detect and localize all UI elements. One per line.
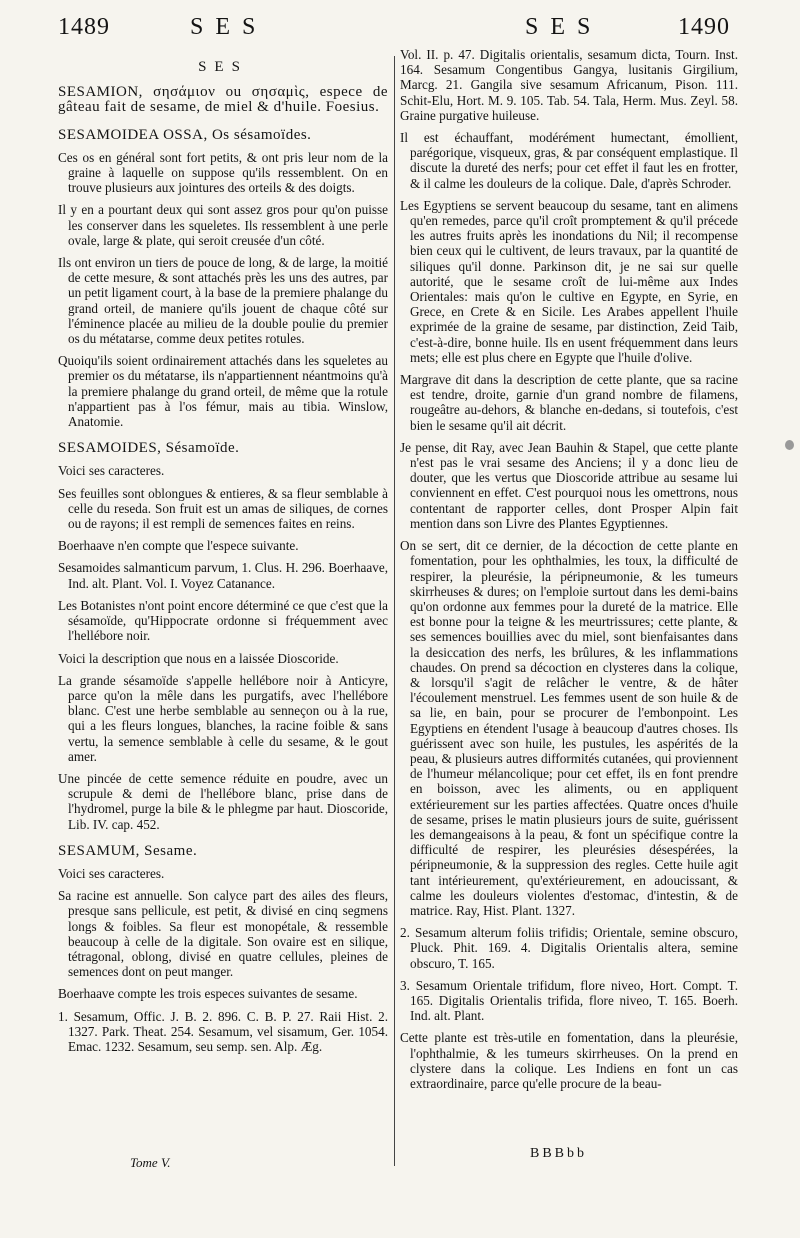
paragraph: Ses feuilles sont oblongues & entieres, & sa fleur semblable à celle du reseda. Son fruit est un amas de siliques, de cornes ou de rayons; il est rempli de semences faites en reins. bbox=[58, 485, 388, 532]
paragraph: Une pincée de cette semence réduite en poudre, avec un scrupule & demi de l'hellébore blanc, prise dans de l'hydromel, purge la bile & le phlegme par haut. Dioscoride, Lib. IV. cap. 452. bbox=[58, 770, 388, 832]
paragraph: Les Botanistes n'ont point encore déterminé ce que c'est que la sésamoïde, qu'Hippocrate ordonne si fréquemment avec l'hellébore noir. bbox=[58, 597, 388, 644]
paragraph: Boerhaave compte les trois especes suivantes de sesame. bbox=[58, 986, 358, 1002]
volume-mark: Tome V. bbox=[130, 1155, 171, 1170]
paragraph: Cette plante est très-utile en fomentation, dans la pleurésie, l'ophthalmie, & les tumeurs skirrheuses. On la prend en clystere dans la colique. Les Indiens en font un cas extraordinaire, parce qu'elle procure de la beau- bbox=[400, 1030, 738, 1091]
entry-sesamum: SESAMUM, Sesame. bbox=[58, 842, 198, 859]
paragraph: Boerhaave n'en compte que l'espece suivante. bbox=[58, 538, 299, 554]
right-column bbox=[400, 47, 738, 1098]
paragraph: Sesamoides salmanticum parvum, 1. Clus. H. 296. Boerhaave, Ind. alt. Plant. Vol. I. Voyez Catanance. bbox=[58, 560, 388, 591]
entry-sesamoidea-ossa: SESAMOIDEA OSSA, Os sésamoïdes. bbox=[58, 126, 312, 143]
running-head-right: SES bbox=[525, 14, 603, 40]
paragraph: La grande sésamoïde s'appelle hellébore noir à Anticyre, parce qu'on la mêle dans les purgatifs, avec l'hellébore blanc. C'est une herbe semblable au senneçon ou à la rue, qui a les fleurs longues, blanches, la racine foible & sans vertu, la semence semblable à celle du sesame, & le gout amer. bbox=[58, 672, 388, 764]
paragraph: Il est échauffant, modérément humectant, émollient, parégorique, visqueux, gras, & par conséquent emplastique. Il discute la dureté des nerfs; pour cet effet il faut les en frotter, & il calme les douleurs de la colique. Dale, d'après Schroder. bbox=[400, 130, 738, 191]
paragraph: Voici la description que nous en a laissée Dioscoride. bbox=[58, 650, 339, 666]
paragraph: Ces os en général sont fort petits, & ont pris leur nom de la graine à laquelle on suppose qu'ils ressemblent. On en trouve plusieurs aux jointures des orteils & des doigts. bbox=[58, 149, 388, 196]
left-column bbox=[58, 54, 388, 1061]
paragraph: Je pense, dit Ray, avec Jean Bauhin & Stapel, que cette plante n'est pas le vrai sesame des Anciens; il y a donc lieu de douter, que les vertus que Dioscoride attribue au sesame lui conviennent en effet. C'est pourquoi nous les omettrons, nous contentant de rapporter celles, dont Prosper Alpin fait mention dans son Livre des Plantes Egyptiennes. bbox=[400, 439, 738, 531]
paragraph: 3. Sesamum Orientale trifidum, flore niveo, Hort. Compt. T. 165. Digitalis Orientalis trifida, flore niveo, T. 165. Boerh. Ind. alt. Plant. bbox=[400, 977, 738, 1024]
paragraph: Margrave dit dans la description de cette plante, que sa racine est tendre, droite, garnie d'un grand nombre de filamens, rougeâtre au-dehors, & blanche en-dedans, si toutefois, c'est bien le sesame qu'il ait décrit. bbox=[400, 372, 738, 433]
paragraph: Les Egyptiens se servent beaucoup du sesame, tant en alimens qu'en remedes, parce qu'il croît promptement & qu'il précede les autres fruits après les inondations du Nil; il recompense bien ceux qui le cultivent, de leurs travaux, par la quantité de siliques qu'il donne. Parkinson dit, je ne sai sur quelle autorité, que le sesame croît de lui-même aux Indes Orientales: mais qu'on le cultive en Egypte, en Syrie, en Grece, en Crete & en Sicile. Les Arabes appellent l'huile exprimée de la graine de sesame, par distinction, Zeid Taib, c'est-à-dire, bonne huile. Ils en usent fréquemment dans leurs mets; elle est plus chere en Egypte que l'huile d'olive. bbox=[400, 197, 738, 365]
paragraph: Il y en a pourtant deux qui sont assez gros pour qu'on puisse les conserver dans les squeletes. Ils ressemblent à une perle ovale, large & plate, qui seroit creusée d'un côté. bbox=[58, 202, 388, 248]
paragraph: Vol. II. p. 47. Digitalis orientalis, sesamum dicta, Tourn. Inst. 164. Sesamum Congentibus Gangya, lusitanis Girgilium, Marcg. 21. Gangila sive sesamum Africanum, Pison. 111. Schit-Elu, Hort. M. 9. 105. Tab. 54. Tala, Herm. Mus. Zeyl. 58. Graine purgative huileuse. bbox=[400, 47, 738, 123]
paragraph: 2. Sesamum alterum foliis trifidis; Orientale, semine obscuro, Pluck. Phit. 169. 4. Digitalis Orientalis altera, semine obscuro, T. 165. bbox=[400, 925, 738, 971]
ink-spot bbox=[785, 440, 794, 450]
entry-sesamoides: SESAMOIDES, Sésamoïde. bbox=[58, 440, 240, 457]
section-heading: SES bbox=[198, 59, 248, 75]
page-number-left: 1489 bbox=[58, 14, 110, 40]
column-rule bbox=[394, 56, 395, 1166]
paragraph: Voici ses caracteres. bbox=[58, 463, 165, 479]
paragraph: Voici ses caracteres. bbox=[58, 865, 165, 881]
paragraph: Quoiqu'ils soient ordinairement attachés dans les squeletes au premier os du métatarse, ils n'appartiennent néantmoins qu'à la premiere phalange du grand orteil, de même que la rotule n'appartient pas à l'os fémur, mais au tibia. Winslow, Anatomie. bbox=[58, 353, 388, 430]
paragraph: Sa racine est annuelle. Son calyce part des ailes des fleurs, presque sans pellicule, est petit, & divisé en cinq segmens longs & foibles. Sa fleur est monopétale, & ressemble beaucoup à celle de la digitale. Son ovaire est en silique, tétragonal, oblong, divisé en quatre cellules, pleines de semences dont on peut manger. bbox=[58, 888, 388, 980]
entry-sesamion: SESAMION, σησάμιον ou σησαμὶς, espece de gâteau fait de sesame, de miel & d'huile. Foesius. bbox=[58, 84, 388, 116]
paragraph: On se sert, dit ce dernier, de la décoction de cette plante en fomentation, pour les ophthalmies, les toux, la difficulté de respirer, la pleurésie, la péripneumonie, & les tumeurs skirrheuses & dures; on l'emploie surtout dans les demi-bains qu'on ordonne aux femmes pour la dureté de la matrice. Elle est bonne pour la teigne & les meurtrissures; cette plante, & ses semences bouillies avec du miel, sont bienfaisantes dans la desiccation des nerfs, les brûlures, & les inflammations chaudes. On prend sa décoction en clysteres dans la colique, & lorsqu'il s'agit de relâcher le ventre, & de hâter l'écoulement menstruel. Les femmes usent de son huile & de sa lie, en bain, pour se procurer de l'embonpoint. Les Egyptiens en étendent l'usage à beaucoup d'autres choses. Ils guérissent avec son huile, les pustules, les aspérités de la peau, & plusieurs autres difformités cutanées, qui proviennent de l'humeur mélancolique; pour cet effet, ils en font prendre en boisson, avec les aliments, ou en appliquent extérieurement sur les parties affectées. Quatre onces d'huile de sesame, prises le matin plusieurs jours de suite, guérissent les demangeaisons à la peau, & font un spécifique contre la difficulté de respirer, les pleurésies désespérées, la péripneumonie, & la suppression des regles. Cette huile agit tant intérieurement, qu'extérieurement, en adoucissant, & calme les douleurs violentes d'estomac, d'intestin, & de matrice. Ray, Hist. Plant. 1327. bbox=[400, 538, 738, 918]
page-number-right: 1490 bbox=[678, 14, 730, 40]
paragraph: 1. Sesamum, Offic. J. B. 2. 896. C. B. P. 27. Raii Hist. 2. 1327. Park. Theat. 254. Sesamum, vel sisamum, Ger. 1054. Emac. 1232. Sesamum, seu semp. sen. Alp. Æg. bbox=[58, 1008, 388, 1054]
running-head-left: SES bbox=[190, 14, 268, 40]
signature-mark: BBBbb bbox=[530, 1146, 588, 1161]
paragraph: Ils ont environ un tiers de pouce de long, & de large, la moitié de cette mesure, & sont attachés près les uns des autres, par un petit ligament court, à la base de la premiere phalange du grand orteil, de maniere qu'ils jouent de chaque côté sur l'éminence placée au milieu de la double poulie du premier os du métatarse, comme deux petites rotules. bbox=[58, 255, 388, 347]
